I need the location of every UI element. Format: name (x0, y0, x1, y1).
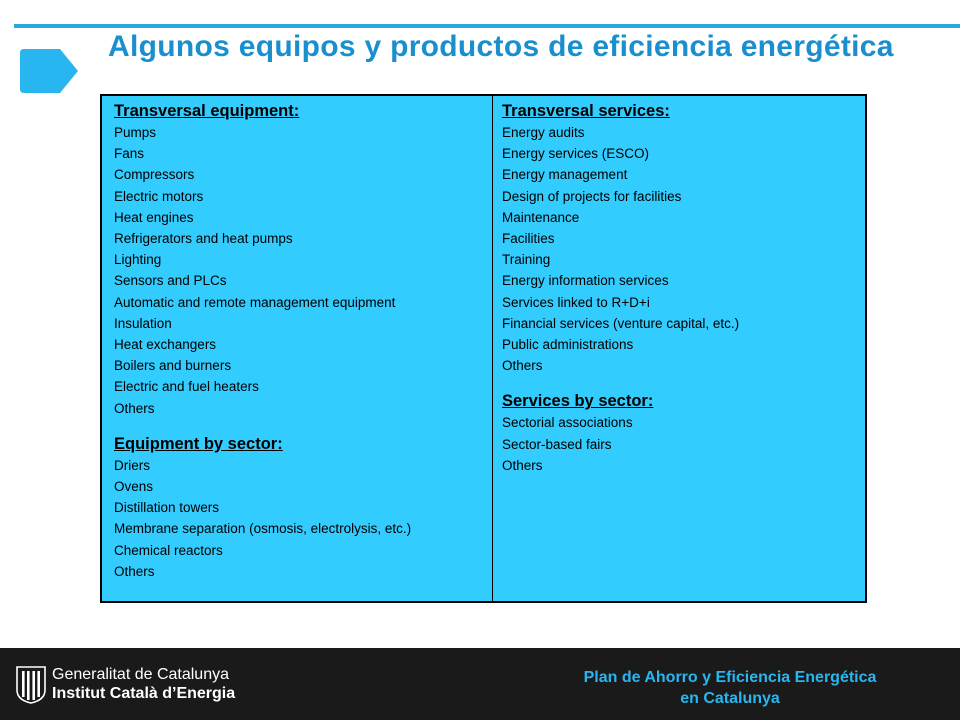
list-item: Refrigerators and heat pumps (114, 231, 293, 247)
list-item: Sensors and PLCs (114, 273, 227, 289)
services-by-sector-heading: Services by sector: (502, 392, 654, 411)
logo-text-institut: Institut Català d’Energia (52, 685, 236, 702)
list-item: Compressors (114, 167, 195, 183)
list-item: Training (502, 252, 551, 268)
plan-caption (580, 667, 880, 709)
page-title: Algunos equipos y productos de eficiencia energética (108, 30, 894, 63)
list-item: Design of projects for facilities (502, 188, 682, 204)
list-item: Electric motors (114, 188, 204, 204)
equipment-by-sector-heading: Equipment by sector: (114, 434, 283, 453)
list-item: Energy management (502, 167, 628, 183)
transversal-equipment-list (114, 122, 492, 419)
list-item: Others (114, 400, 155, 416)
list-item: Automatic and remote management equipment (114, 294, 396, 310)
list-item: Heat engines (114, 209, 194, 225)
list-item: Lighting (114, 252, 162, 268)
list-item: Distillation towers (114, 500, 220, 516)
transversal-equipment-heading: Transversal equipment: (114, 102, 300, 120)
list-item: Insulation (114, 315, 172, 331)
list-item: Fans (114, 146, 145, 162)
list-item: Maintenance (502, 209, 580, 225)
list-item: Others (502, 358, 543, 374)
list-item: Services linked to R+D+i (502, 294, 650, 310)
list-item: Public administrations (502, 337, 634, 353)
list-item: Sectorial associations (502, 415, 633, 431)
list-item: Financial services (venture capital, etc.) (502, 315, 740, 331)
list-item: Facilities (502, 231, 555, 247)
arrow-tab-icon (20, 49, 78, 93)
plan-caption-line2: en Catalunya (680, 690, 780, 707)
services-by-sector-list (502, 412, 865, 476)
list-item: Ovens (114, 479, 154, 495)
transversal-services-heading: Transversal services: (502, 102, 670, 120)
list-item: Energy information services (502, 273, 669, 289)
content-table (100, 94, 867, 603)
equipment-column (102, 96, 493, 601)
list-item: Heat exchangers (114, 337, 217, 353)
plan-caption-line1: Plan de Ahorro y Eficiencia Energética (583, 669, 877, 686)
top-accent-rule (14, 24, 960, 28)
list-item: Chemical reactors (114, 542, 223, 558)
footer-bar (0, 648, 960, 720)
list-item: Membrane separation (osmosis, electrolysis, etc.) (114, 521, 412, 537)
list-item: Energy services (ESCO) (502, 146, 650, 162)
list-item: Others (114, 563, 155, 579)
list-item: Electric and fuel heaters (114, 379, 259, 395)
transversal-services-list (502, 122, 865, 376)
list-item: Pumps (114, 125, 157, 140)
generalitat-emblem-icon (16, 666, 46, 704)
services-column (493, 96, 865, 601)
equipment-by-sector-list (114, 455, 492, 582)
logo-text-generalitat: Generalitat de Catalunya (52, 666, 229, 683)
list-item: Energy audits (502, 125, 585, 140)
list-item: Sector-based fairs (502, 436, 612, 452)
list-item: Driers (114, 457, 150, 473)
list-item: Others (502, 457, 543, 473)
list-item: Boilers and burners (114, 358, 232, 374)
